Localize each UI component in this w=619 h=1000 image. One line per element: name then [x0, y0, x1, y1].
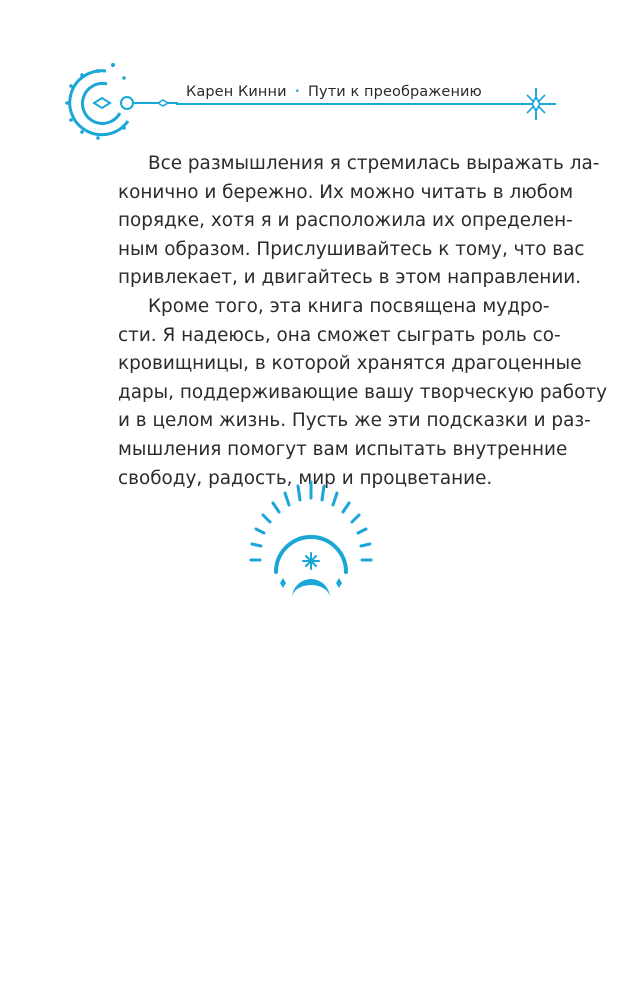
- star-ornament-icon: [516, 86, 556, 122]
- moon-circle-ornament-icon: [58, 62, 178, 146]
- book-title: Пути к преображению: [308, 84, 482, 100]
- text-line: Кроме того, эта книга посвящена мудро-: [148, 295, 550, 317]
- sun-crescent-ornament-icon: [236, 474, 386, 606]
- running-head: [186, 84, 482, 100]
- text-line: свободу, радость, мир и процветание.: [118, 467, 493, 489]
- text-line: дары, поддерживающие вашу творческую работу: [118, 381, 607, 403]
- text-line: кровищницы, в которой хранятся драгоценные: [118, 353, 582, 375]
- text-line: порядке, хотя я и расположила их определен-: [118, 210, 573, 232]
- separator-dot: •: [294, 87, 301, 97]
- text-line: Все размышления я стремилась выражать ла-: [148, 153, 600, 174]
- header-rule: [176, 103, 516, 105]
- text-line: привлекает, и двигайтесь в этом направлении.: [118, 267, 582, 289]
- paragraph-1: [118, 150, 600, 293]
- author-name: Карен Кинни: [186, 84, 287, 100]
- text-line: конично и бережно. Их можно читать в любом: [118, 181, 574, 203]
- text-line: мышления помогут вам испытать внутренние: [118, 438, 568, 460]
- text-line: ным образом. Прислушивайтесь к тому, что вас: [118, 238, 585, 260]
- paragraph-2: [118, 293, 607, 493]
- text-line: и в целом жизнь. Пусть же эти подсказки и раз-: [118, 410, 591, 432]
- text-line: сти. Я надеюсь, она сможет сыграть роль со-: [118, 324, 561, 346]
- body-text: [118, 150, 607, 493]
